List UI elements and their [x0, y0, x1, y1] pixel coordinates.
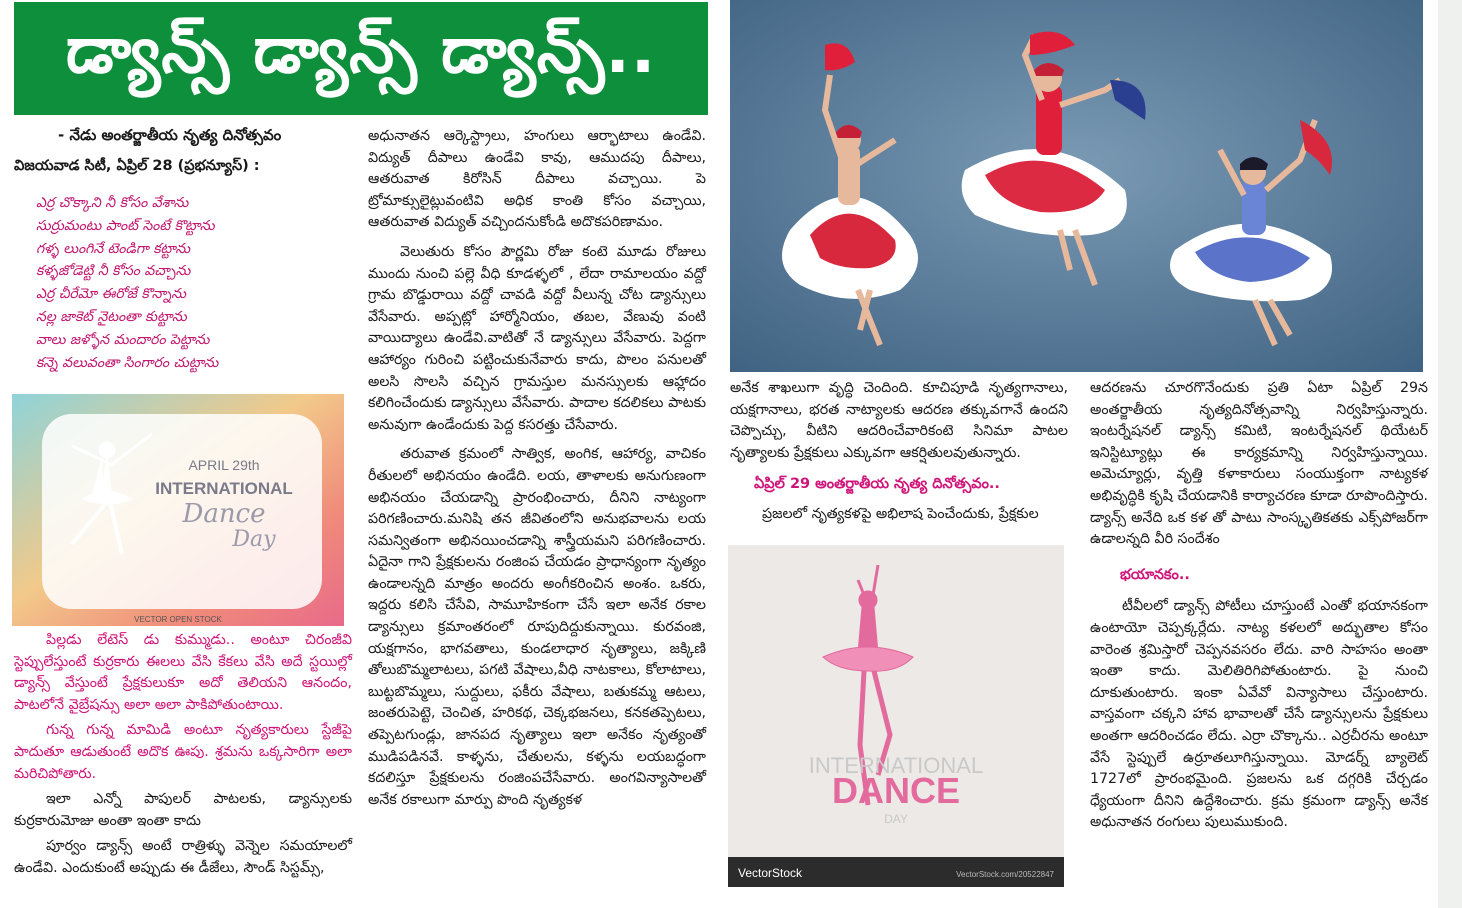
section-subhead: భయానకం.. — [1120, 566, 1190, 583]
paragraph: ప్రజలలో నృత్యకళపై అభిలాష పెంచేందుకు, ప్రేక్షకుల — [762, 505, 1039, 522]
paragraph: పిల్లడు లేటెస్ డు కుమ్ముడు.. అంటూ చిరంజీవి స్టెప్పులేస్తుంటే కుర్రకారు ఈలలు వేసి కేకలు వేసి అదే స్టయిల్లో డ్యాన్స్ వేస్తుంటే ప్రేక్షకులుకూ అదో తెలియని ఆనందం, పాటలోనే వైబ్రేషన్సు అలా అలా పాకిపోతుంటాయి. — [14, 632, 352, 713]
page-margin — [1438, 0, 1462, 908]
lyric-line: కన్నె వలువంతా సింగారం చుట్టాను — [36, 354, 219, 371]
ballerina-poster-image — [728, 545, 1064, 887]
poster-credit: VECTOR OPEN STOCK — [134, 615, 222, 624]
dance-day-poster-image — [12, 394, 344, 626]
poster-international-2: INTERNATIONAL — [808, 753, 984, 778]
paragraph: తరువాత క్రమంలో సాత్విక, అంగిక, ఆహార్య, వాచికం రీతులలో అభినయం ఉండేది. లయ, తాళాలకు అనుగుణంగా అభినయం చేయడాన్ని ప్రారంభించారు, దీనిని నాట్యంగా పరిగణించారు.మనిషి తన జీవితంలోని అనుభవాలను లయ సమన్వితంగా అభినయించడాన్ని శాస్త్రీయమని పరిగణించారు. ఏదైనా గాని ప్రేక్షకులను రంజింప చేయడం ప్రాధాన్యంగా నృత్యం ఉండాలన్నది మాత్రం అందరు అంగీకరించిన అంశం. ఒకరు, ఇద్దరు కలిసి చేసేవి, సామూహికంగా చేసే ఇలా అనేక రకాల డ్యాన్సులు క్రమాంతరంలో రూపుదిద్దుకున్నాయి. కురవంజి, యక్షగానం, భాగవతాలు, కుండలాధార నృత్యాలు, జక్కిణి తోలుబొమ్మలాటలు, పగటి వేషాలు,వీధి నాటకాలు, కోలాటాలు, బుట్టబొమ్మలు, సుద్దులు, ఫకీరు వేషాలు, బతుకమ్మ ఆటలు, జంతరుపెట్టె, చెంచిత, హరికథ, చెక్కభజనలు, కనకతప్పెటలు, తప్పెటగుండ్లు, జానపద నృత్యాలు ఇలా అనేకం నృత్యంతో ముడిపడినవే. కాళ్ళను, చేతులను, కళ్ళను లయబద్ధంగా కదలిస్తూ ప్రేక్షకులను రంజింపచేసేవారు. అంగవిన్యాసాలతో అనేక రకాలుగా మార్పు పొంది నృత్యకళ — [368, 446, 706, 808]
dancers-photo — [730, 0, 1423, 372]
headline-text: డ్యాన్స్ డ్యాన్స్ డ్యాన్స్.. — [65, 14, 657, 88]
paragraph: వెలుతురు కోసం పౌర్ణమి రోజు కంటె మూడు రోజులు ముందు నుంచి పల్లె వీధి కూడళ్ళలో , లేదా రామాలయం వద్దో గ్రామ బొడ్డురాయి వద్దో చావడి వద్దో వీలున్న చోట డ్యాన్సులు వేసేవారు. అప్పట్లో హార్మోనియం, తబల, వేణువు వంటి వాయిద్యాలు ఉండేవి.వాటితో నే డ్యాన్సులు వేసేవారు. పెద్దగా ఆహార్యం గురించి పట్టించుకునేవారు కాదు, పొలం పనులతో అలసి సొలసి వచ్చిన గ్రామస్తుల మనస్సులకు ఆహ్లాదం కలిగించేందుకు డ్యాన్సులు వేసేవారు. పాదాల కదలికలు పాటకు అనువుగా ఉండేందుకు పెద్ద కసరత్తు చేసేవారు. — [368, 243, 706, 433]
column-1-lower — [14, 630, 352, 888]
lyric-line: గళ్ళ లుంగినే టెండిగా కట్టాను — [36, 240, 191, 257]
poster-day-2: DAY — [884, 812, 908, 826]
paragraph: ఆదరణను చూరగొనేందుకు ప్రతి ఏటా ఏప్రిల్ 29న అంతర్జాతీయ నృత్యదినోత్సవాన్ని నిర్వహిస్తున్నారు. ఇంటర్నేషనల్ డ్యాన్స్ కమిటి, ఇంటర్నేషనల్ థియేటర్ ఇనిస్టిట్యూట్లు ఈ కార్యక్రమాన్ని నిర్వహిస్తున్నాయి. అమెచ్యూర్లు, వృత్తి కళాకారులు సంయుక్తంగా నాట్యకళ అభివృద్ధికి కృషి చేయడానికి కార్యాచరణ కూడా రూపొందిస్తారు. డ్యాన్స్ అనేది ఒక కళ తో పాటు సాంస్కృతికతకు ఎక్స్‌పోజర్‌గా ఉడాలన్నది వీరి సందేశం — [1090, 380, 1428, 548]
paragraph: టీవీలలో డ్యాన్స్ పోటీలు చూస్తుంటే ఎంతో భయానకంగా ఉంటాయో చెప్పక్కర్లేదు. నాట్య కళలలో అద్భుతాల కోసం వారెంత శ్రమిస్తారో చెప్పనవసరం లేదు. వారి సాహసం అంతా ఇంతా కాదు. మెలితిరిగిపోతుంటారు. పై నుంచి దూకుతుంటారు. ఇంకా ఏవేవో విన్యాసాలు చేస్తుంటారు. వాస్తవంగా చక్కని హావ భావాలతో చేసే డ్యాన్సులను ప్రేక్షకులు అంతగా ఆదరించడం లేదు. ఎర్రా చొక్కాను.. ఎర్రచీరను అంటూ వేసే స్టెప్పులే ఉర్రూతలూగిస్తున్నాయి. మోడర్న్ బ్యాలెట్ 1727లో ప్రారంభమైంది. ప్రజలను ఒక దగ్గరికి చేర్చడం ధ్యేయంగా దీనిని ఉద్దేశించారు. క్రమ క్రమంగా డ్యాన్స్ అనేక అధునాతన రంగులు పులుముకుంది. — [1090, 598, 1428, 831]
paragraph: పూర్వం డ్యాన్స్ అంటే రాత్రిళ్ళు వెన్నెల సమయాలలో ఉండేవి. ఎందుకుంటే అప్పుడు ఈ డీజేలు, సౌండ్ సిస్టమ్స్, — [14, 838, 352, 876]
poster-dance-2: DANCE — [831, 770, 961, 811]
lyric-line: ఎర్ర చీరేమో ఈరోజే కొన్నాను — [36, 286, 186, 303]
poster-international: INTERNATIONAL — [155, 479, 293, 498]
lyric-line: నల్ల జాకెట్ నైటంతా కుట్టాను — [36, 308, 187, 325]
lyric-line: ఎర్ర చొక్కాని నీ కోసం వేశాను — [36, 195, 189, 211]
poster-date: APRIL 29th — [188, 457, 260, 473]
poster-day: Day — [232, 527, 276, 552]
column-1 — [14, 126, 352, 374]
lyric-line: సుర్రుమంటు పాంట్ సెంటే కొట్టాను — [36, 217, 215, 234]
section-subhead: ఏప్రిల్ 29 అంతర్జాతీయ నృత్య దినోత్సవం.. — [754, 476, 1000, 493]
paragraph: అధునాతన ఆర్కెస్ట్రాలు, హంగులు ఆర్భాటాలు ఉండేవి. విద్యుత్ దీపాలు ఉండేవి కావు, ఆముదపు దీపాలు, ఆతరువాత కిరోసిన్ దీపాలు వచ్చాయి. పె ట్రోమాక్సులైట్లువంటివి అధిక కాంతి కోసం వచ్చాయి, ఆతరువాత విద్యుత్ వచ్చిందనుకోండి అదొకపరిణామం. — [368, 128, 706, 231]
paragraph: అనేక శాఖలుగా వృద్ధి చెందింది. కూచిపూడి నృత్యగానాలు, యక్షగానాలు, భరత నాట్యాలకు ఆదరణ తక్కువగానే ఉందని చెప్పొచ్చు, వీటిని ఆదరించేవారికంటె సినిమా పాటల నృత్యాలకు ప్రేక్షకులు ఎక్కువగా ఆకర్షితులవుతున్నారు. — [730, 380, 1068, 461]
column-2 — [368, 126, 706, 819]
lyric-line: కళ్ళజోడెట్టి నీ కోసం వచ్చాను — [36, 263, 191, 280]
song-lyrics — [14, 192, 352, 374]
lyric-line: వాలు జళ్ళోన మందారం పెట్టాను — [36, 331, 210, 348]
paragraph: గున్న గున్న మామిడి అంటూ నృత్యకారులు స్టేజీపై పాదుతూ ఆడుతుంటే అదొక ఊపు. శ్రమను ఒక్కసారిగా అలా మరిచిపోతారు. — [14, 722, 352, 782]
column-3 — [730, 378, 1068, 534]
paragraph: ఇలా ఎన్నో పాపులర్ పాటలకు, డ్యాన్సులకు కుర్రకారుమోజు అంతా ఇంతా కాదు — [14, 791, 352, 829]
vectorstock-credit: VectorStock.com/20522847 — [956, 870, 1054, 879]
poster-dance: Dance — [182, 499, 266, 529]
vectorstock-brand: VectorStock — [738, 866, 803, 880]
column-4 — [1090, 378, 1428, 842]
subheading: - నేడు అంతర్జాతీయ నృత్య దినోత్సవం — [58, 126, 282, 144]
dateline: విజయవాడ సిటీ, ఏప్రిల్ 28 (ప్రభన్యూస్) : — [14, 158, 260, 174]
headline-banner — [14, 2, 708, 115]
